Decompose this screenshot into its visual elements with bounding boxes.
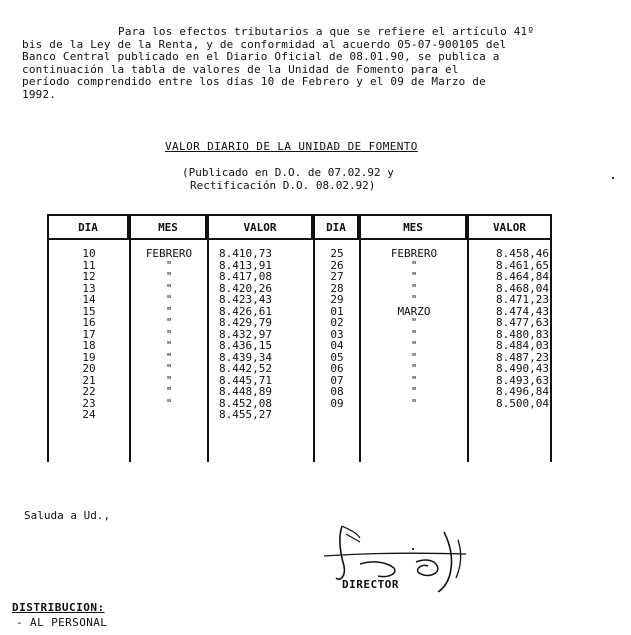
table-cell: " bbox=[165, 373, 173, 387]
intro-line: bis de la Ley de la Renta, y de conformidad al acuerdo 05-07-900105 del bbox=[22, 37, 507, 51]
col-mes-left bbox=[131, 248, 207, 421]
table-cell: 25 bbox=[330, 247, 344, 260]
table-cell: " bbox=[165, 362, 173, 375]
table-cell: 8.461,65 bbox=[496, 258, 549, 272]
table-cell: 8.474,43 bbox=[496, 304, 549, 318]
intro-line: Para los efectos tributarios a que se refiere el artículo 41º bbox=[118, 25, 535, 38]
header-valor-right: VALOR bbox=[467, 214, 552, 240]
table-cell: 15 bbox=[82, 304, 96, 318]
table-cell: 17 bbox=[82, 327, 96, 341]
table-cell: " bbox=[410, 362, 418, 375]
col-dia-left bbox=[49, 248, 129, 421]
table-cell: 27 bbox=[330, 270, 344, 283]
table-cell: " bbox=[165, 316, 173, 329]
table-cell: 21 bbox=[82, 373, 96, 387]
col-dia-right bbox=[315, 248, 359, 409]
col-valor-right bbox=[453, 248, 549, 409]
intro-line: Banco Central publicado en el Diario Oficial de 08.01.90, se publica a bbox=[22, 50, 500, 63]
publication-note-line: Rectificación D.O. 08.02.92) bbox=[190, 178, 376, 192]
table-cell: 8.477,63 bbox=[496, 316, 549, 329]
table-cell: 20 bbox=[82, 362, 96, 375]
col-mes-right bbox=[361, 248, 467, 409]
table-cell: 01 bbox=[330, 304, 344, 318]
table-cell: 8.458,46 bbox=[496, 247, 549, 260]
table-cell: 28 bbox=[330, 281, 344, 295]
table-cell: " bbox=[165, 304, 173, 318]
table-cell: 04 bbox=[330, 339, 344, 352]
publication-note-line: (Publicado en D.O. de 07.02.92 y bbox=[182, 166, 394, 179]
table-cell: 02 bbox=[330, 316, 344, 329]
table-cell: 24 bbox=[82, 408, 96, 421]
table-cell: " bbox=[410, 373, 418, 387]
table-cell: 8.464,84 bbox=[496, 270, 549, 283]
uf-values-table bbox=[47, 214, 552, 462]
col-valor-left bbox=[219, 248, 311, 421]
header-dia-left: DIA bbox=[47, 214, 129, 240]
table-cell: 8.455,27 bbox=[219, 408, 272, 421]
table-cell: 11 bbox=[82, 258, 96, 272]
table-cell: 12 bbox=[82, 270, 96, 283]
table-cell: 18 bbox=[82, 339, 96, 352]
table-cell: 8.410,73 bbox=[219, 247, 272, 260]
signatory-title: DIRECTOR bbox=[342, 578, 399, 591]
intro-line: período comprendido entre los días 10 de Febrero y el 09 de Marzo de bbox=[22, 75, 486, 88]
table-cell: 8.439,34 bbox=[219, 350, 272, 364]
table-cell: 09 bbox=[330, 396, 344, 410]
table-cell: 8.484,03 bbox=[496, 339, 549, 352]
table-cell: " bbox=[410, 270, 418, 283]
table-cell: 8.413,91 bbox=[219, 258, 272, 272]
table-cell: MARZO bbox=[397, 304, 431, 318]
table-cell: " bbox=[410, 258, 418, 272]
table-cell: " bbox=[410, 327, 418, 341]
table-cell: 13 bbox=[82, 281, 96, 295]
table-cell: 14 bbox=[82, 293, 96, 306]
column-divider bbox=[207, 214, 209, 462]
table-cell: 19 bbox=[82, 350, 96, 364]
table-cell: " bbox=[165, 327, 173, 341]
table-cell: 8.480,83 bbox=[496, 327, 549, 341]
salutation: Saluda a Ud., bbox=[24, 509, 111, 522]
table-cell: " bbox=[165, 270, 173, 283]
table-cell: " bbox=[410, 339, 418, 352]
table-cell: 10 bbox=[82, 247, 96, 260]
header-valor-left: VALOR bbox=[207, 214, 313, 240]
table-cell: 8.471,23 bbox=[496, 293, 549, 306]
table-cell: 05 bbox=[330, 350, 344, 364]
header-dia-right: DIA bbox=[313, 214, 359, 240]
table-cell: 8.442,52 bbox=[219, 362, 272, 375]
table-cell: " bbox=[410, 316, 418, 329]
table-cell: 29 bbox=[330, 293, 344, 306]
table-cell: " bbox=[165, 258, 173, 272]
table-cell: 8.500,04 bbox=[496, 396, 549, 410]
table-cell: " bbox=[165, 385, 173, 398]
table-cell: FEBRERO bbox=[390, 247, 438, 260]
table-cell: 8.445,71 bbox=[219, 373, 272, 387]
table-cell: 22 bbox=[82, 385, 96, 398]
column-divider bbox=[550, 214, 552, 462]
table-cell: " bbox=[410, 293, 418, 306]
table-cell: " bbox=[165, 293, 173, 306]
table-cell: 06 bbox=[330, 362, 344, 375]
table-cell: 8.420,26 bbox=[219, 281, 272, 295]
table-cell: " bbox=[165, 281, 173, 295]
table-cell: 8.448,89 bbox=[219, 385, 272, 398]
scan-speck bbox=[612, 177, 614, 179]
table-cell: " bbox=[410, 350, 418, 364]
intro-line: 1992. bbox=[22, 87, 57, 101]
table-cell: 8.496,84 bbox=[496, 385, 549, 398]
table-cell: " bbox=[165, 396, 173, 410]
table-cell: 26 bbox=[330, 258, 344, 272]
table-cell: 16 bbox=[82, 316, 96, 329]
scan-speck bbox=[412, 548, 414, 550]
publication-note bbox=[182, 167, 394, 192]
table-cell: 8.423,43 bbox=[219, 293, 272, 306]
intro-paragraph bbox=[22, 26, 618, 101]
table-cell: " bbox=[165, 350, 173, 364]
distribution-heading: DISTRIBUCION: bbox=[12, 601, 105, 614]
table-cell: 8.432,97 bbox=[219, 327, 272, 341]
header-mes-left: MES bbox=[129, 214, 207, 240]
table-cell: 08 bbox=[330, 385, 344, 398]
table-cell: 03 bbox=[330, 327, 344, 341]
table-cell: 8.417,08 bbox=[219, 270, 272, 283]
table-cell: 8.426,61 bbox=[219, 304, 272, 318]
table-cell: " bbox=[165, 339, 173, 352]
table-cell: 23 bbox=[82, 396, 96, 410]
intro-line: continuación la tabla de valores de la Unidad de Fomento para el bbox=[22, 62, 459, 76]
table-cell: 8.490,43 bbox=[496, 362, 549, 375]
table-cell: 8.452,08 bbox=[219, 396, 272, 410]
table-cell: " bbox=[410, 385, 418, 398]
table-cell: 07 bbox=[330, 373, 344, 387]
table-cell: 8.429,79 bbox=[219, 316, 272, 329]
table-cell: 8.493,63 bbox=[496, 373, 549, 387]
distribution-item: - AL PERSONAL bbox=[16, 616, 108, 629]
header-mes-right: MES bbox=[359, 214, 467, 240]
table-cell: FEBRERO bbox=[145, 247, 193, 260]
table-cell bbox=[131, 409, 207, 421]
table-title: VALOR DIARIO DE LA UNIDAD DE FOMENTO bbox=[165, 140, 418, 153]
table-cell: 8.468,04 bbox=[496, 281, 549, 295]
table-cell: 8.487,23 bbox=[496, 350, 549, 364]
table-cell: " bbox=[410, 281, 418, 295]
table-cell: 8.436,15 bbox=[219, 339, 272, 352]
table-cell: " bbox=[410, 396, 418, 410]
